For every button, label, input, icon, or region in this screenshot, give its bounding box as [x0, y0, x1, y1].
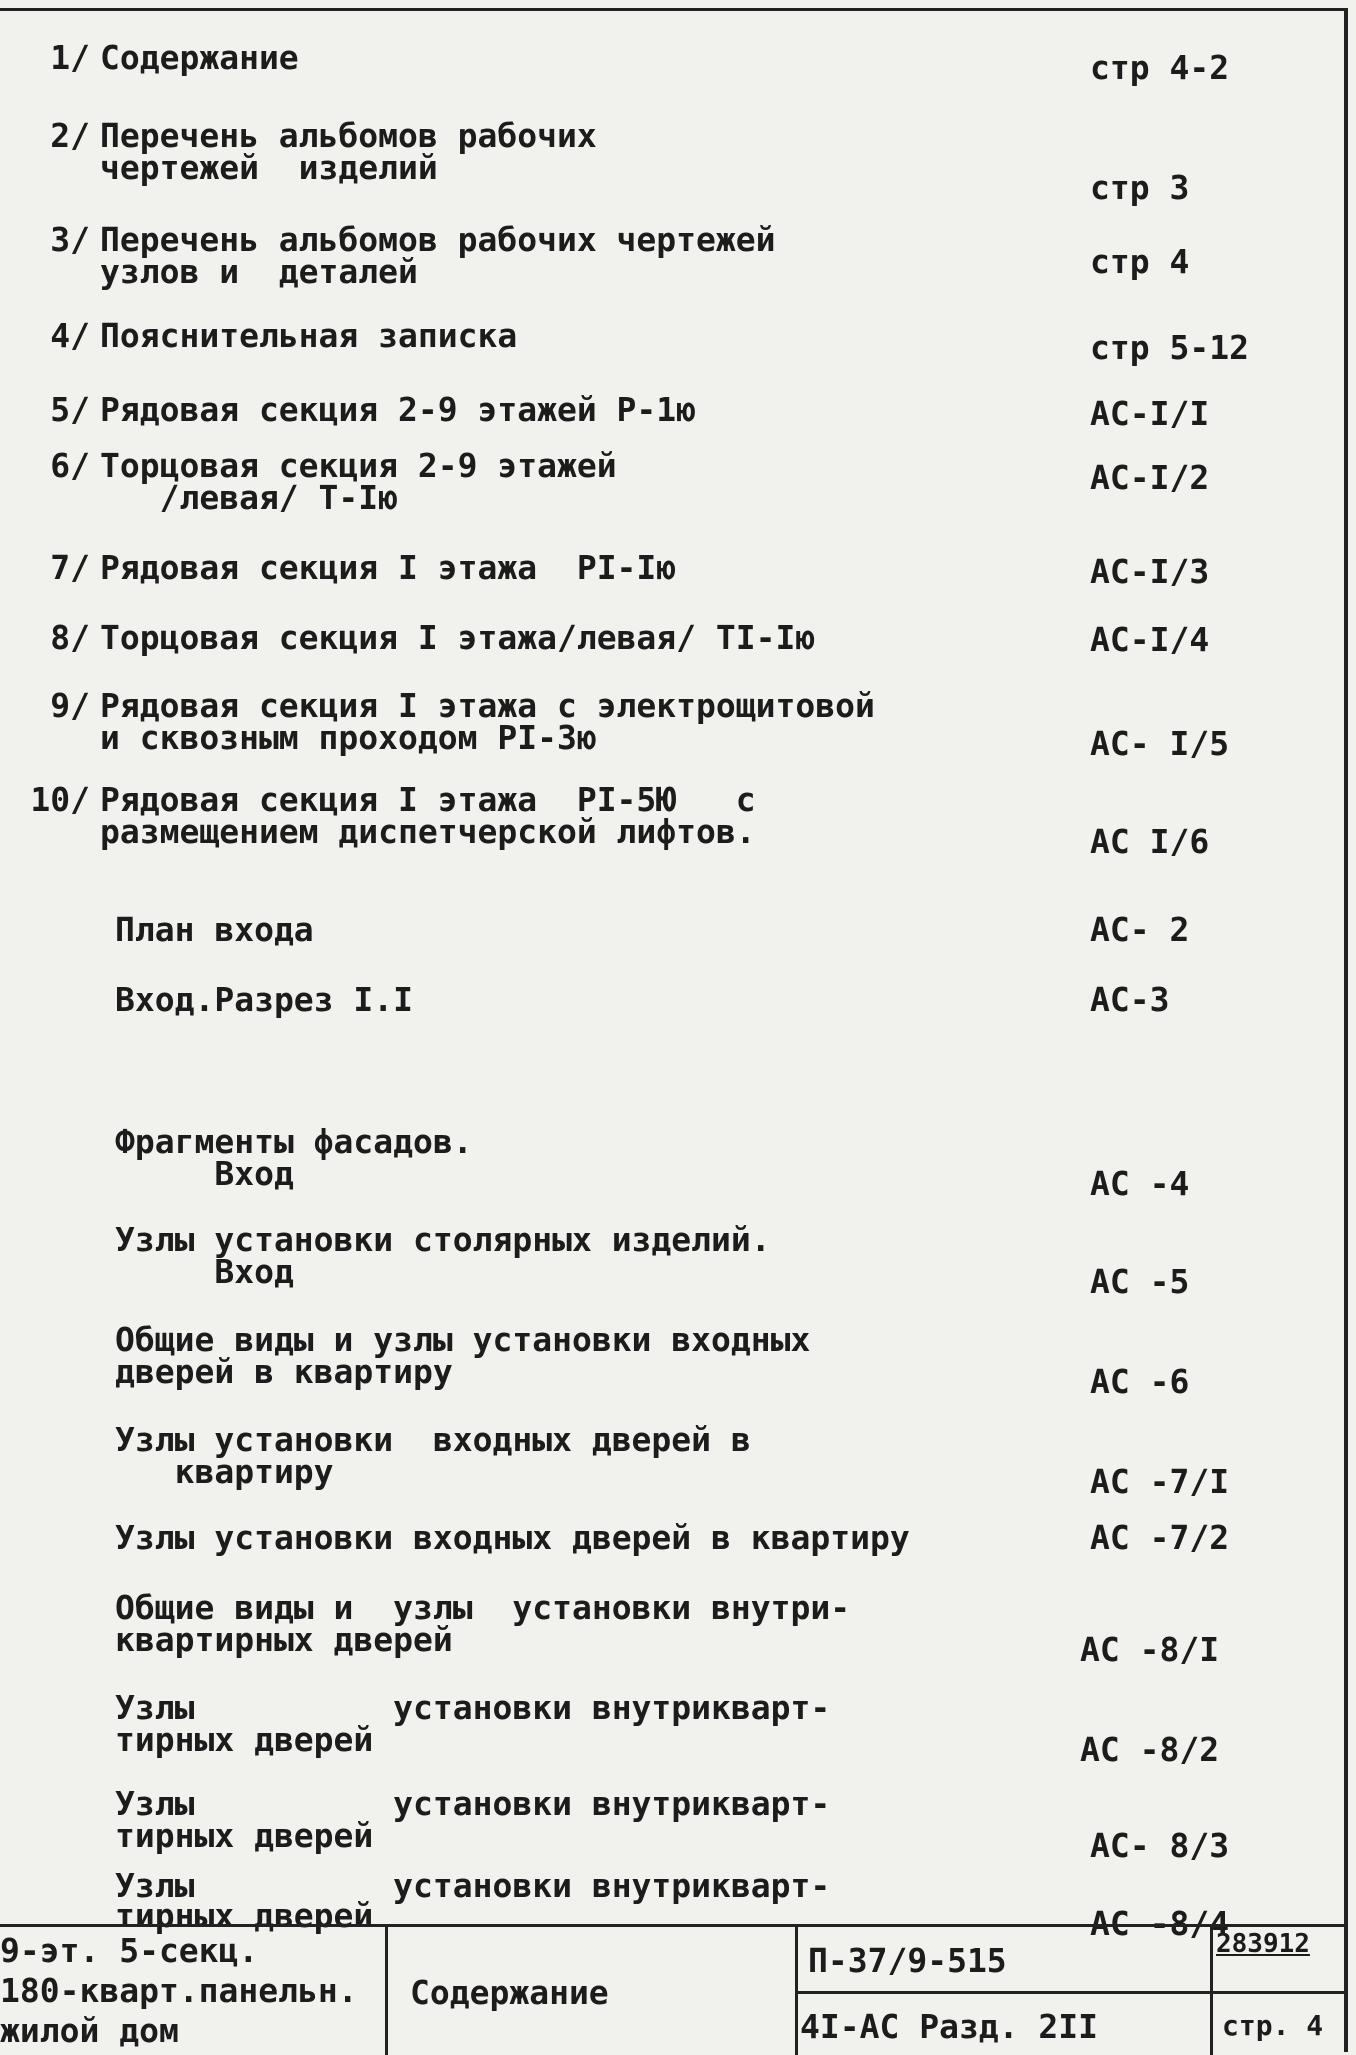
- title-block-divider: [385, 1927, 388, 2055]
- row-title: Рядовая секция I этажа с электрощитовой: [100, 686, 875, 725]
- row-code: стр 4-2: [1090, 48, 1230, 87]
- row-title: Узлы установки внутрикварт-: [115, 1688, 831, 1727]
- row-number: 4/: [50, 316, 90, 355]
- row-number: 8/: [50, 618, 90, 657]
- row-number: 6/: [50, 446, 90, 485]
- row-title-continued: тирных дверей: [115, 1816, 374, 1855]
- row-title: План входа: [115, 910, 314, 949]
- building-description-line2: 180-кварт.панельн.: [0, 1971, 358, 2010]
- row-code: АС -5: [1090, 1262, 1190, 1301]
- row-title: Общие виды и узлы установки входных: [115, 1320, 811, 1359]
- sheet-name: Содержание: [410, 1973, 609, 2012]
- row-code: АС -6: [1090, 1362, 1190, 1401]
- section-code: 4I-АС Разд. 2II: [800, 2007, 1099, 2046]
- row-code: АС -4: [1090, 1164, 1190, 1203]
- row-title: Перечень альбомов рабочих: [100, 116, 597, 155]
- row-code: АС -8/І: [1080, 1630, 1220, 1669]
- row-code: стр 4: [1090, 242, 1190, 281]
- row-code: АС-І/І: [1090, 394, 1210, 433]
- row-title-continued: /левая/ Т-Iю: [100, 478, 399, 517]
- row-code: АС -7/2: [1090, 1518, 1230, 1557]
- row-number: 2/: [50, 116, 90, 155]
- row-code: стр 5-12: [1090, 328, 1249, 367]
- row-code: АС- 8/3: [1090, 1826, 1230, 1865]
- building-description-line1: 9-эт. 5-секц.: [0, 1931, 259, 1970]
- row-title: Пояснительная записка: [100, 316, 518, 355]
- row-title-continued: Вход: [115, 1154, 294, 1193]
- frame-right-border: [1344, 8, 1348, 2052]
- row-code: АС -7/І: [1090, 1462, 1230, 1501]
- row-title: Рядовая секция I этажа РI-5Ю с: [100, 780, 756, 819]
- row-title-continued: квартиру: [115, 1452, 334, 1491]
- row-title: Фрагменты фасадов.: [115, 1122, 473, 1161]
- title-block-row-divider: [795, 1991, 1348, 1994]
- row-code: АС-І/3: [1090, 552, 1210, 591]
- row-number: 7/: [50, 548, 90, 587]
- row-title-continued: тирных дверей: [115, 1720, 374, 1759]
- row-title: Рядовая секция 2-9 этажей Р-1ю: [100, 390, 697, 429]
- row-title-continued: Вход: [115, 1252, 294, 1291]
- row-code: АС -8/2: [1080, 1730, 1220, 1769]
- row-number: 10/: [30, 780, 90, 819]
- row-code: АС-3: [1090, 980, 1170, 1019]
- row-title: Перечень альбомов рабочих чертежей: [100, 220, 776, 259]
- row-number: 5/: [50, 390, 90, 429]
- row-number: 3/: [50, 220, 90, 259]
- row-code: стр 3: [1090, 168, 1190, 207]
- row-title: Узлы установки внутрикварт-: [115, 1866, 831, 1905]
- row-code: АС -8/4: [1090, 1904, 1230, 1943]
- row-title: Рядовая секция I этажа РI-Iю: [100, 548, 677, 587]
- page-number: стр. 4: [1222, 2009, 1324, 2042]
- row-title-continued: чертежей изделий: [100, 148, 438, 187]
- row-code: АС- I/5: [1090, 724, 1230, 763]
- building-description-line3: жилой дом: [0, 2011, 179, 2050]
- row-code: АС-І/2: [1090, 458, 1210, 497]
- row-title: Содержание: [100, 38, 299, 77]
- row-title: Общие виды и узлы установки внутри-: [115, 1588, 851, 1627]
- row-title: Торцовая секция 2-9 этажей: [100, 446, 617, 485]
- row-title-continued: квартирных дверей: [115, 1620, 453, 1659]
- row-code: АС-І/4: [1090, 620, 1210, 659]
- row-code: АС I/6: [1090, 822, 1210, 861]
- row-number: 9/: [50, 686, 90, 725]
- row-title-continued: тирных дверей: [115, 1896, 374, 1935]
- project-code: П-37/9-515: [808, 1941, 1007, 1980]
- title-block: [0, 1924, 1348, 2055]
- stamp-number: 283912: [1216, 1929, 1310, 1959]
- row-title: Узлы установки внутрикварт-: [115, 1784, 831, 1823]
- row-title: Торцовая секция I этажа/левая/ ТI-Iю: [100, 618, 816, 657]
- frame-top-border: [0, 8, 1348, 11]
- row-title-continued: размещением диспетчерской лифтов.: [100, 812, 756, 851]
- row-number: 1/: [50, 38, 90, 77]
- row-title-continued: дверей в квартиру: [115, 1352, 453, 1391]
- row-title-continued: и сквозным проходом РI-3ю: [100, 718, 597, 757]
- row-title: Узлы установки столярных изделий.: [115, 1220, 771, 1259]
- row-title: Вход.Разрез I.I: [115, 980, 414, 1019]
- row-title-continued: узлов и деталей: [100, 252, 418, 291]
- row-title: Узлы установки входных дверей в квартиру: [115, 1518, 910, 1557]
- row-code: АС- 2: [1090, 910, 1190, 949]
- row-title: Узлы установки входных дверей в: [115, 1420, 751, 1459]
